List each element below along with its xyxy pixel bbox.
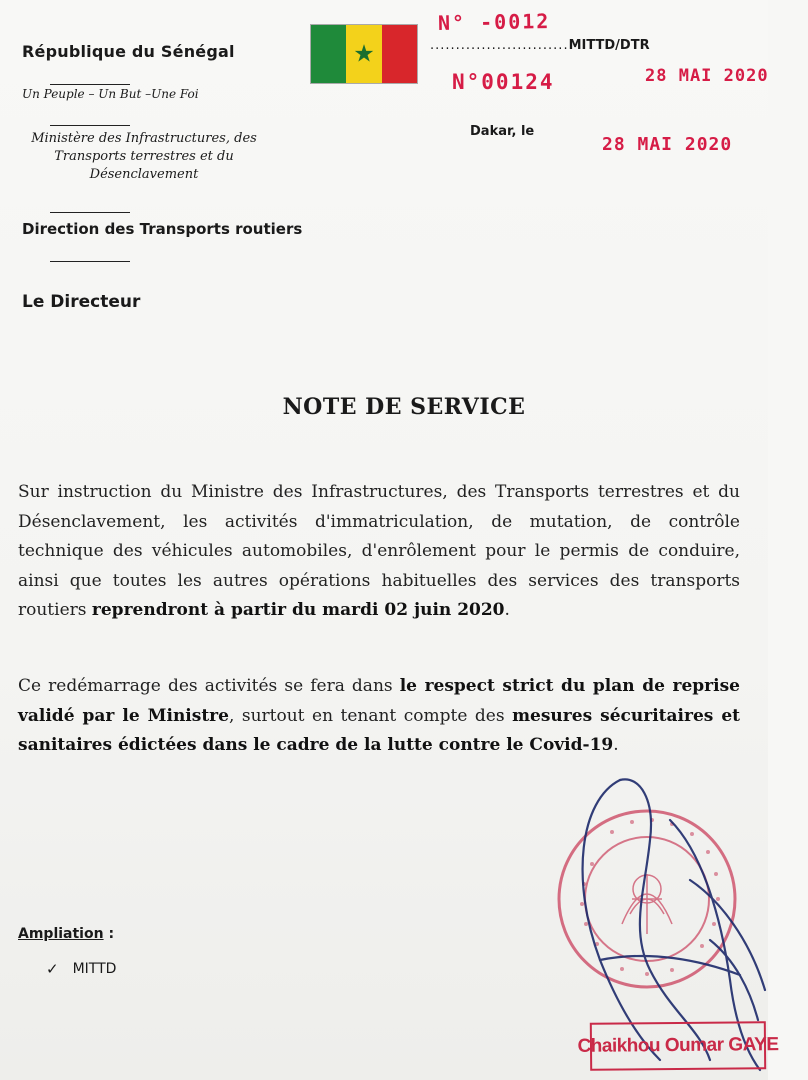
paragraph-2-emphasis-2: mesures sécuritaires et sanitaires édictées dans le cadre de la lutte contre le Covid-19 xyxy=(18,705,741,755)
paragraph-1-text: Sur instruction du Ministre des Infrastructures, des Transports terrestres et du Désenclavement, les activités d'immatriculation, de mutation, de contrôle technique des véhicules automobiles, d'enrôlement pour le permis de conduire, ainsi que toutes les autres opérations habituelles des services des transports routiers xyxy=(18,482,740,620)
signatory-name-stamp: Chaikhou Oumar GAYE xyxy=(590,1021,766,1071)
flag-green-band xyxy=(311,25,346,83)
reference-code: MITTD/DTR xyxy=(568,38,650,53)
ampliation-colon: : xyxy=(103,926,115,942)
ampliation-heading xyxy=(18,926,114,942)
divider xyxy=(50,261,130,262)
checkmark-icon: ✓ xyxy=(46,960,59,978)
date-stamp: 28 MAI 2020 xyxy=(602,134,733,155)
paragraph-2-emphasis-1: le respect strict du plan de reprise validé par le Ministre xyxy=(18,676,740,726)
reference-stamp-top: N° -0012 xyxy=(437,9,551,35)
place-date-label: Dakar, le xyxy=(470,124,535,139)
reference-number-stamp: N°00124 xyxy=(452,70,555,94)
paragraph-1-emphasis: reprendront à partir du mardi 02 juin 2020 xyxy=(91,600,505,620)
reference-line xyxy=(430,38,650,53)
divider xyxy=(50,84,130,85)
paragraph-1 xyxy=(18,478,740,626)
paragraph-1-end: . xyxy=(504,600,510,620)
divider xyxy=(50,125,130,126)
republic-name: République du Sénégal xyxy=(22,42,235,61)
ampliation-label: Ampliation xyxy=(18,926,104,942)
director-title: Le Directeur xyxy=(22,292,141,312)
divider xyxy=(50,212,130,213)
direction-name: Direction des Transports routiers xyxy=(22,220,303,238)
date-stamp-top: 28 MAI 2020 xyxy=(645,66,769,86)
reference-dots: ........................... xyxy=(430,38,569,53)
paragraph-2-text: Ce redémarrage des activités se fera dans xyxy=(18,676,400,696)
paragraph-2 xyxy=(18,672,740,761)
ampliation-item xyxy=(46,960,116,978)
paragraph-2-text-2: , surtout en tenant compte des xyxy=(228,705,513,726)
ministry-name: Ministère des Infrastructures, des Transports terrestres et du Désenclavement xyxy=(31,131,257,182)
letterhead xyxy=(22,42,312,312)
star-icon: ★ xyxy=(353,39,375,68)
ampliation-recipient: MITTD xyxy=(72,961,117,977)
flag-yellow-band xyxy=(346,25,381,83)
senegal-flag xyxy=(310,24,418,84)
paragraph-2-end: . xyxy=(613,735,619,755)
document-title: NOTE DE SERVICE xyxy=(282,394,526,420)
flag-red-band xyxy=(382,25,417,83)
national-motto: Un Peuple – Un But –Une Foi xyxy=(22,87,199,101)
